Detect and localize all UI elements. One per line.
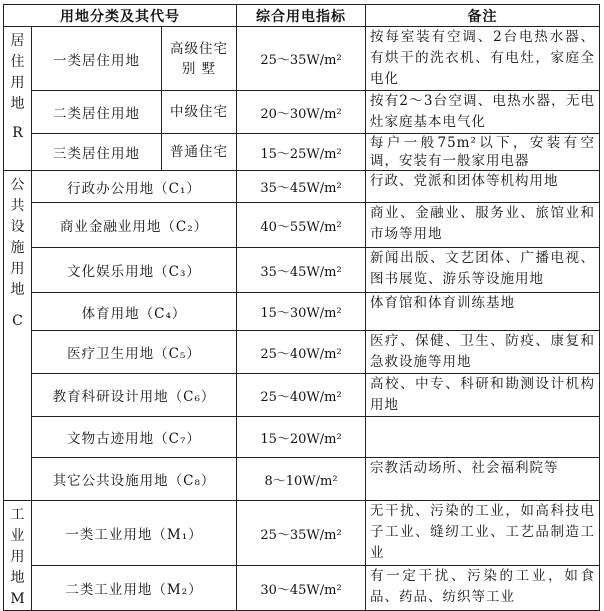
- land-name: 其它公共设施用地（C₈）: [32, 458, 237, 501]
- note: 商业、金融业、服务业、旅馆业和市场等用地: [366, 203, 600, 248]
- note: 无干扰、污染的工业，如高科技电子工业、缝纫工业、工艺品制造工业: [366, 501, 600, 566]
- header-category: 用地分类及其代号: [4, 5, 237, 27]
- group-residential: 居 住 用 地 R: [4, 27, 32, 171]
- land-name: 行政办公用地（C₁）: [32, 171, 237, 203]
- note: 体育馆和体育训练基地: [366, 293, 600, 331]
- power-indicator: 8～10W/m²: [237, 458, 366, 501]
- note: [366, 417, 600, 458]
- table-row: [4, 27, 600, 91]
- power-indicator: 25～40W/m²: [237, 374, 366, 417]
- table-row: [4, 374, 600, 417]
- land-name: 二类居住用地: [32, 91, 162, 134]
- table-row: [4, 458, 600, 501]
- table-row: [4, 293, 600, 331]
- power-indicator: 35～45W/m²: [237, 171, 366, 203]
- power-indicator: 25～35W/m²: [237, 27, 366, 91]
- land-name: 三类居住用地: [32, 134, 162, 171]
- group-industrial: 工 业 用 地 M: [4, 501, 32, 611]
- power-indicator: 15～20W/m²: [237, 417, 366, 458]
- housing-type: 中级住宅: [162, 91, 237, 134]
- table-row: [4, 134, 600, 171]
- housing-type: 高级住宅 别 墅: [162, 27, 237, 91]
- note: 行政、党派和团体等机构用地: [366, 171, 600, 203]
- note: 按有2～3台空调、电热水器，无电灶家庭基本电气化: [366, 91, 600, 134]
- land-name: 商业金融业用地（C₂）: [32, 203, 237, 248]
- land-use-power-table: [3, 4, 600, 611]
- note: 每户一般75m²以下，安装有空调，安装有一般家用电器: [366, 134, 600, 171]
- note: 高校、中专、科研和勘测设计机构用地: [366, 374, 600, 417]
- power-indicator: 40～55W/m²: [237, 203, 366, 248]
- land-name: 一类居住用地: [32, 27, 162, 91]
- power-indicator: 30～45W/m²: [237, 566, 366, 611]
- power-indicator: 20～30W/m²: [237, 91, 366, 134]
- land-name: 文化娱乐用地（C₃）: [32, 248, 237, 293]
- land-name: 一类工业用地（M₁）: [32, 501, 237, 566]
- table-row: [4, 248, 600, 293]
- housing-type: 普通住宅: [162, 134, 237, 171]
- note: 按每室装有空调、2台电热水器、有烘干的洗衣机、有电灶，家庭全电化: [366, 27, 600, 91]
- land-name: 医疗卫生用地（C₅）: [32, 331, 237, 374]
- table-row: [4, 566, 600, 611]
- land-name: 教育科研设计用地（C₆）: [32, 374, 237, 417]
- header-indicator: 综合用电指标: [237, 5, 366, 27]
- land-name: 体育用地（C₄）: [32, 293, 237, 331]
- table-row: [4, 501, 600, 566]
- header-row: [4, 5, 600, 27]
- table-row: [4, 171, 600, 203]
- power-indicator: 25～40W/m²: [237, 331, 366, 374]
- power-indicator: 25～35W/m²: [237, 501, 366, 566]
- land-name: 文物古迹用地（C₇）: [32, 417, 237, 458]
- table-row: [4, 331, 600, 374]
- land-name: 二类工业用地（M₂）: [32, 566, 237, 611]
- power-indicator: 35～45W/m²: [237, 248, 366, 293]
- power-indicator: 15～25W/m²: [237, 134, 366, 171]
- note: 宗教活动场所、社会福利院等: [366, 458, 600, 501]
- note: 有一定干扰、污染的工业，如食品、药品、纺织等工业: [366, 566, 600, 611]
- table-row: [4, 91, 600, 134]
- header-note: 备注: [366, 5, 600, 27]
- table-row: [4, 203, 600, 248]
- table-row: [4, 417, 600, 458]
- power-indicator: 15～30W/m²: [237, 293, 366, 331]
- note: 医疗、保健、卫生、防疫、康复和急救设施等用地: [366, 331, 600, 374]
- group-public: 公 共 设 施 用 地 C: [4, 171, 32, 501]
- note: 新闻出版、文艺团体、广播电视、图书展览、游乐等设施用地: [366, 248, 600, 293]
